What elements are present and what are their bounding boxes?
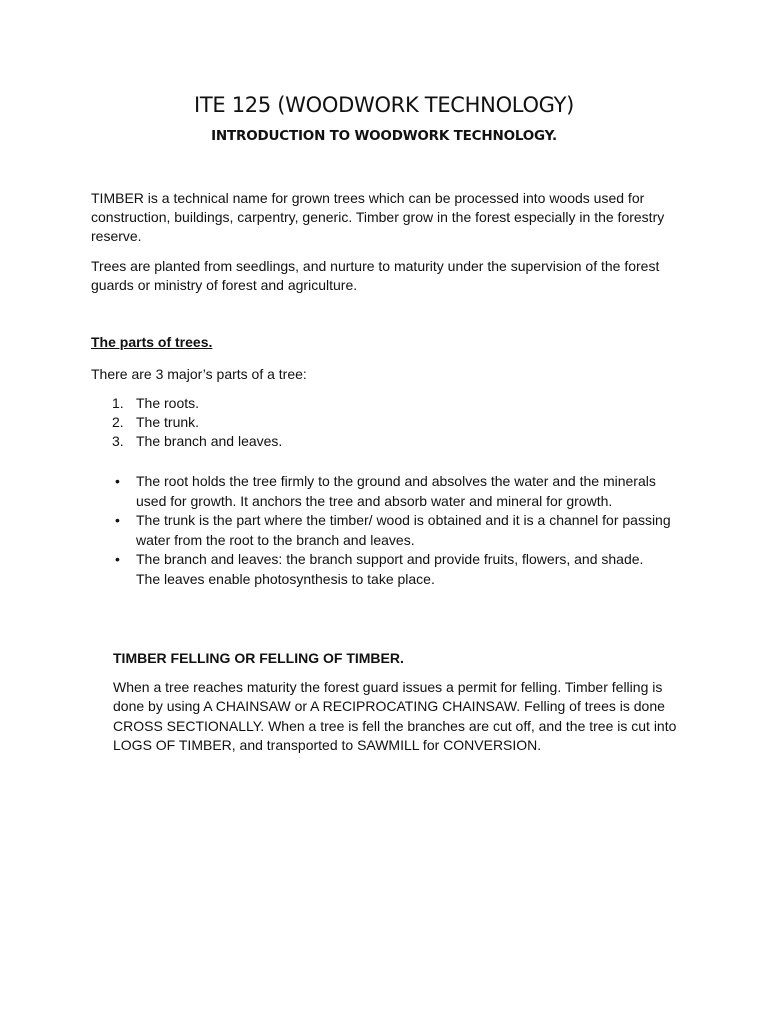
parts-bullet-list — [91, 472, 671, 590]
document-title: ITE 125 (WOODWORK TECHNOLOGY) — [193, 93, 575, 117]
list-item-text: The branch and leaves. — [136, 433, 283, 449]
list-item-text: The roots. — [136, 395, 200, 411]
parts-section-heading: The parts of trees. — [91, 334, 213, 350]
list-item-text: The branch and leaves: the branch support and provide fruits, flowers, and shade. The leaves enable photosynthesis to take place. — [136, 551, 644, 587]
list-item — [91, 432, 282, 451]
felling-paragraph: When a tree reaches maturity the forest guard issues a permit for felling. Timber felling is done by using A CHAINSAW or A RECIPROCATING CHAINSAW. Felling of trees is done CROSS SECTIONALLY. When a tree is fell the branches are cut off, and the tree is cut into LOGS OF TIMBER, and transported to SAWMILL for CONVERSION. — [113, 679, 677, 753]
parts-lead-text: There are 3 major’s parts of a tree: — [91, 366, 307, 382]
bullet-icon: • — [115, 473, 120, 489]
list-number: 3. — [112, 433, 124, 449]
list-item — [91, 394, 282, 413]
intro-paragraph-trees: Trees are planted from seedlings, and nurture to maturity under the supervision of the forest guards or ministry of forest and agriculture. — [91, 258, 660, 293]
bullet-icon: • — [115, 512, 120, 529]
list-item — [91, 511, 671, 550]
list-item — [91, 550, 671, 589]
list-item-text: The trunk. — [136, 414, 200, 430]
parts-numbered-list — [91, 394, 282, 451]
bullet-icon: • — [115, 551, 120, 568]
list-item — [91, 413, 282, 432]
list-item-text: The trunk is the part where the timber/ wood is obtained and it is a channel for passing water from the root to the branch and leaves. — [136, 512, 671, 548]
document-subtitle: INTRODUCTION TO WOODWORK TECHNOLOGY. — [211, 128, 557, 144]
list-number: 1. — [112, 395, 124, 411]
list-item — [91, 472, 671, 511]
felling-section-heading: TIMBER FELLING OR FELLING OF TIMBER. — [113, 650, 404, 666]
list-item-text: The root holds the tree firmly to the ground and absolves the water and the minerals used for growth. It anchors the tree and absorb water and mineral for growth. — [136, 473, 656, 509]
list-number: 2. — [112, 414, 124, 430]
intro-paragraph-timber: TIMBER is a technical name for grown trees which can be processed into woods used for construction, buildings, carpentry, generic. Timber grow in the forest especially in the forestry reserve. — [91, 190, 665, 244]
